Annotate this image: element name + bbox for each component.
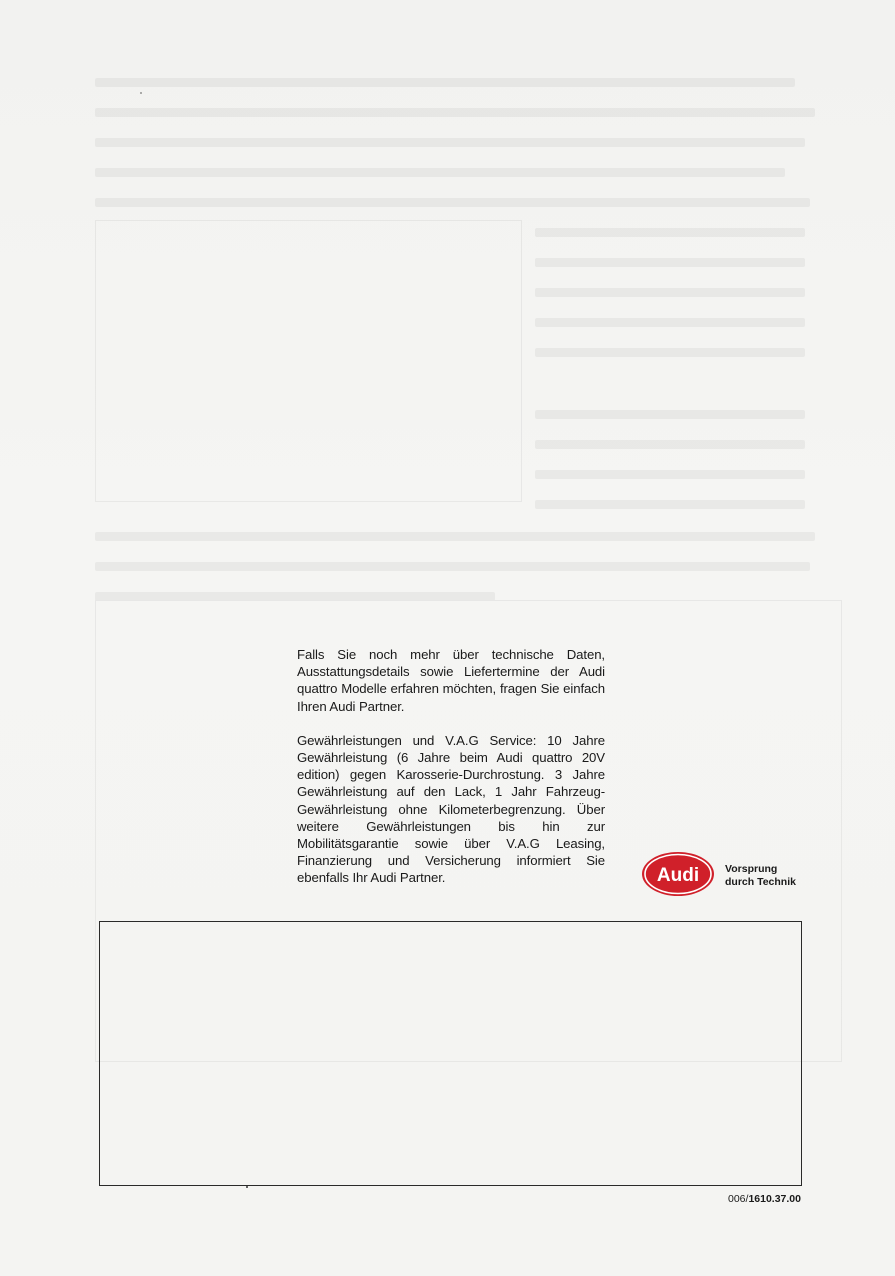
brand-block [641, 851, 801, 899]
dealer-stamp-box [99, 921, 802, 1186]
show-through-texture [95, 70, 845, 1070]
paper-speck [246, 1186, 248, 1188]
paper-speck [140, 92, 142, 94]
slogan-line-1: Vorsprung [725, 863, 778, 875]
order-code-prefix: 006/ [728, 1193, 749, 1205]
brand-slogan [725, 863, 796, 889]
audi-logo [641, 851, 715, 897]
order-code [728, 1193, 801, 1205]
order-code-number: 1610.37.00 [748, 1193, 801, 1205]
audi-logo-text: Audi [656, 865, 700, 886]
info-paragraph: Falls Sie noch mehr über technische Daten, Ausstattungsdetails sowie Liefertermine der Audi quattro Modelle erfahren möchten, fragen Sie einfach Ihren Audi Partner. [297, 647, 605, 714]
main-text-block [297, 646, 605, 904]
slogan-line-2: durch Technik [725, 876, 796, 888]
warranty-paragraph: Gewährleistungen und V.A.G Service: 10 Jahre Gewährleistung (6 Jahre beim Audi quattro 20V edition) gegen Karosserie-Durchrostung. 3 Jahre Gewährleistung auf den Lack, 1 Jahr Fahrzeug-Gewährleistung ohne Kilometerbegrenzung. Über weitere Gewährleistungen bis hin zur Mobilitätsgarantie sowie über V.A.G Leasing, Finanzierung und Versicherung informiert Sie ebenfalls Ihr Audi Partner. [297, 732, 605, 886]
